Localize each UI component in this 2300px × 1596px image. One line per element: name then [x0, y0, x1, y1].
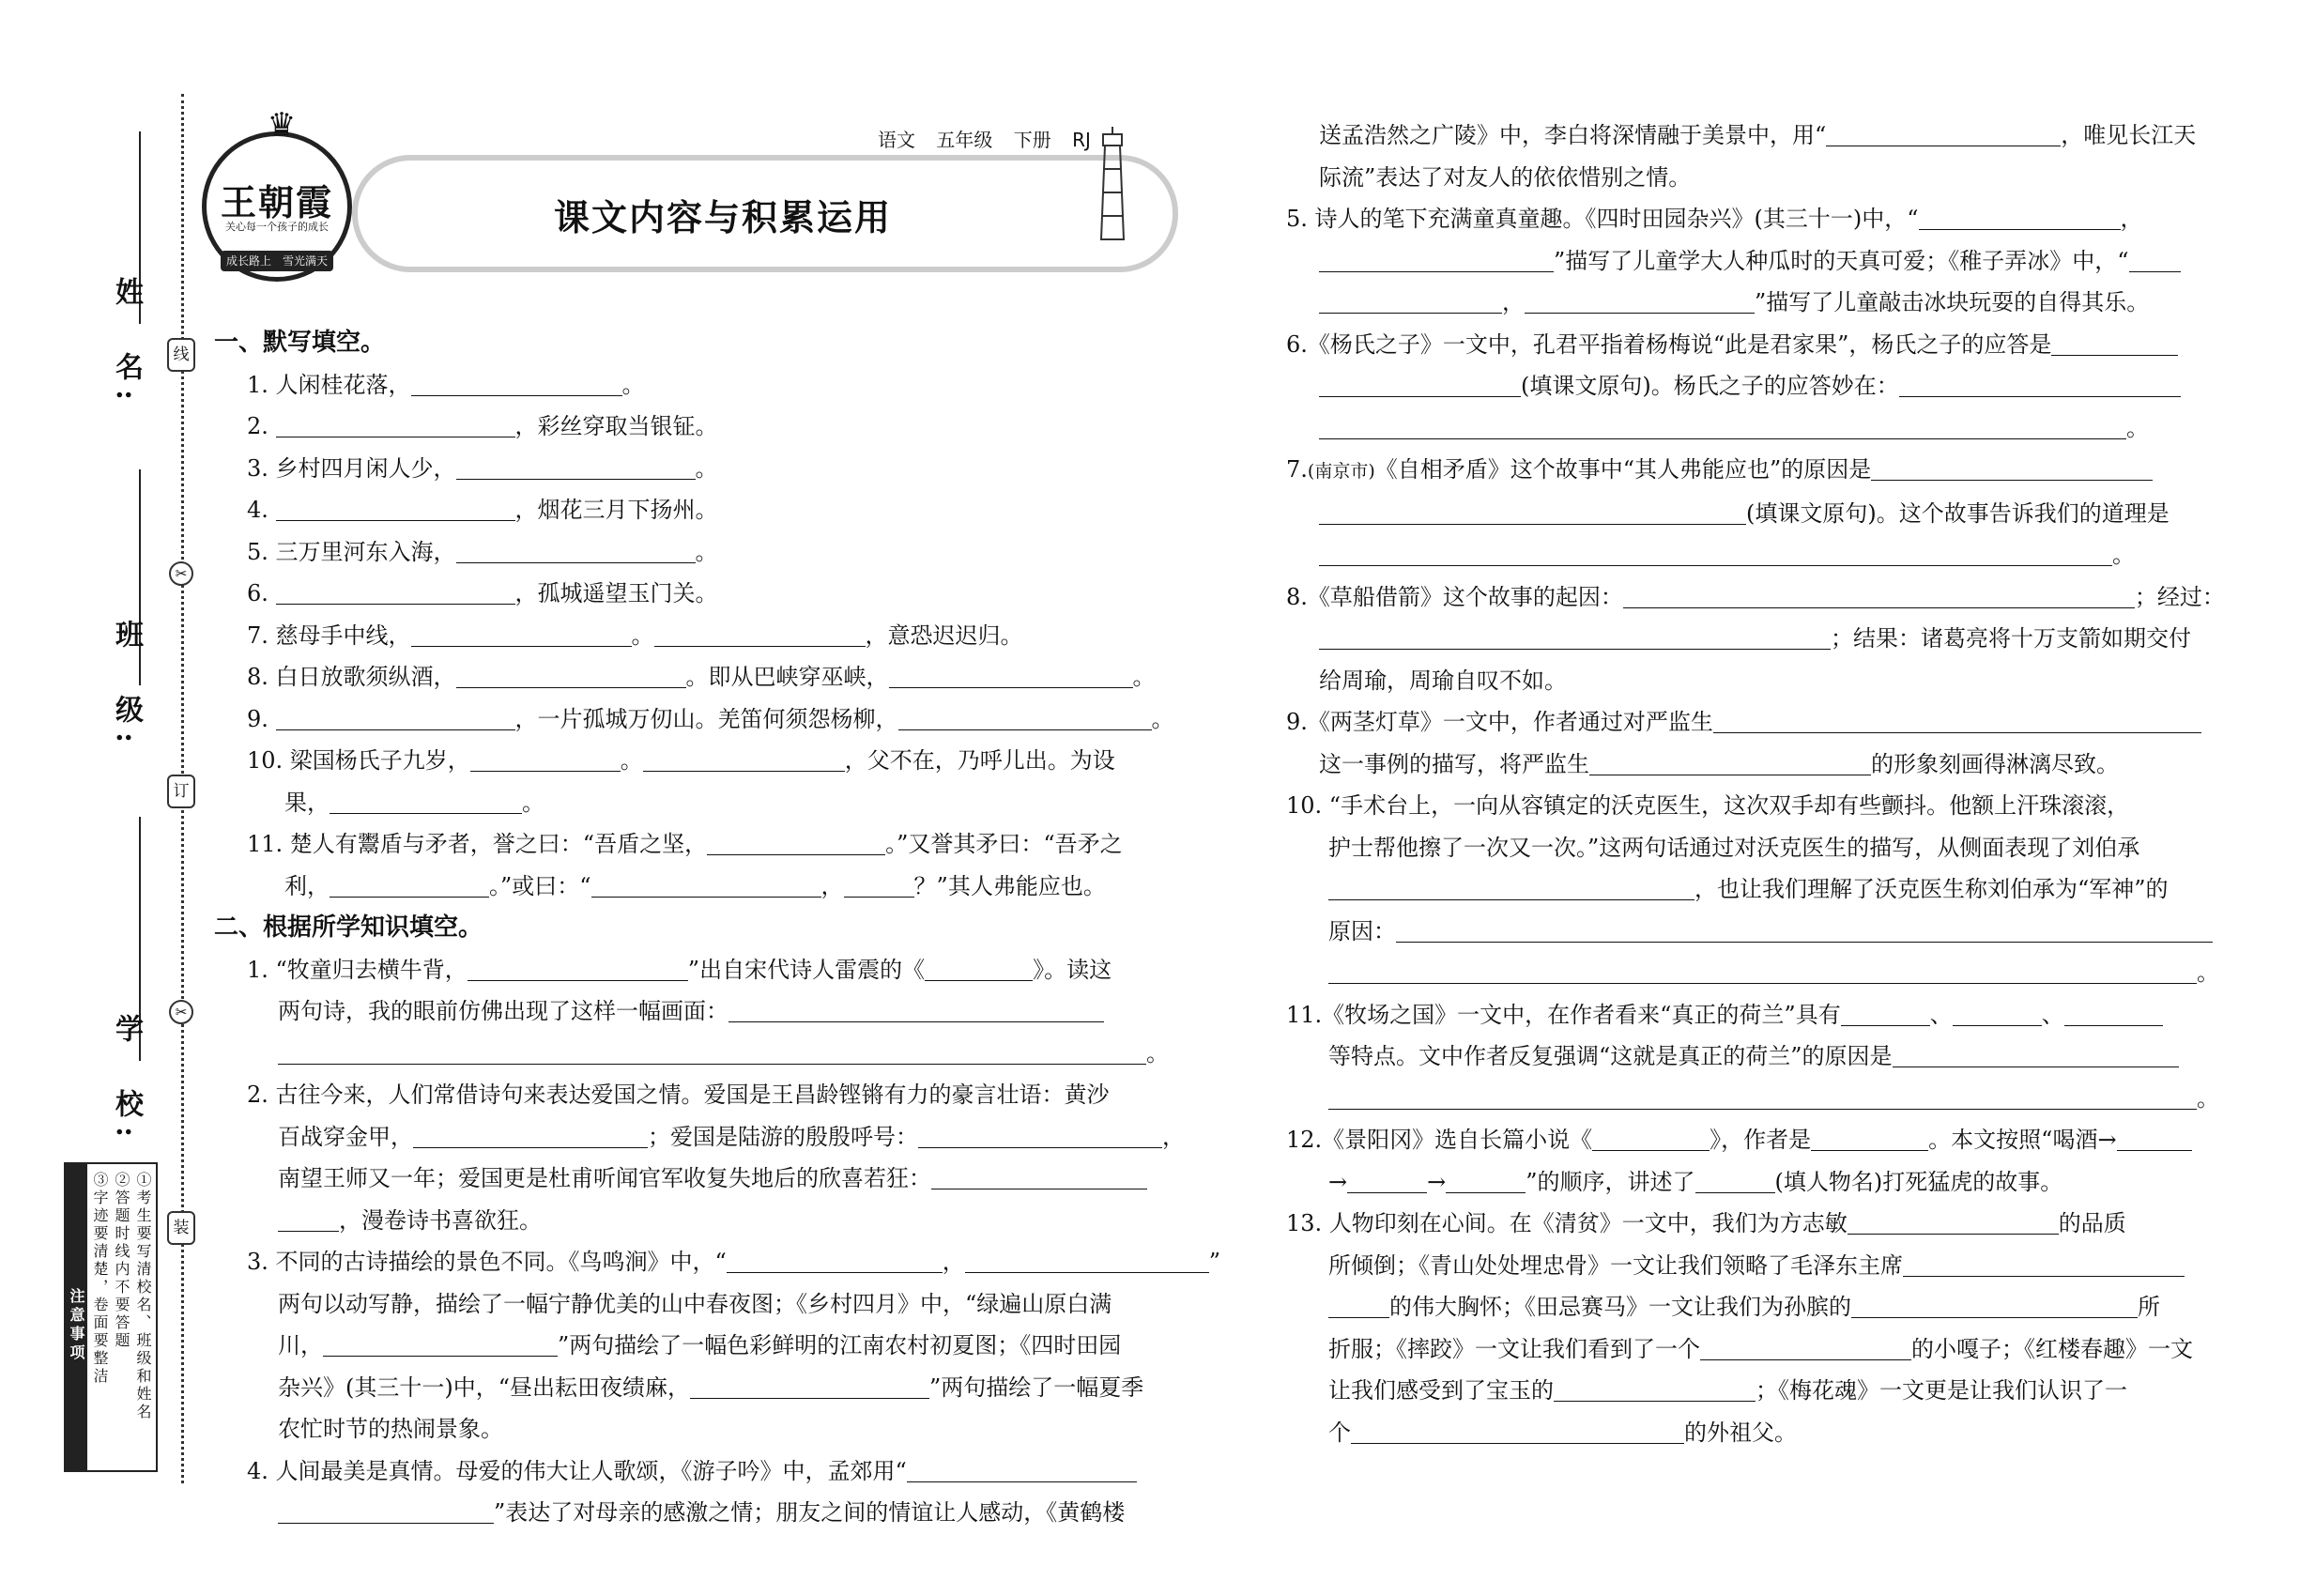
answer-blank[interactable] [1319, 411, 2126, 439]
knowledge-3-cont: 农忙时节的热闹景象。 [278, 1416, 503, 1442]
answer-blank[interactable] [470, 744, 621, 772]
answer-blank[interactable] [456, 660, 686, 688]
answer-blank[interactable] [1903, 1249, 2185, 1277]
knowledge-9: 9.《两茎灯草》一文中，作者通过对严监生 [1286, 701, 2225, 744]
knowledge-7: 7.(南京市)《自相矛盾》这个故事中“其人弗能应也”的原因是 [1286, 449, 2225, 493]
subject: 语文 [878, 129, 915, 151]
knowledge-8-cont: ；结果：诸葛亮将十万支箭如期交付 [1286, 618, 2225, 660]
answer-blank[interactable] [654, 619, 866, 647]
answer-blank[interactable] [330, 869, 489, 898]
knowledge-8-cont: 给周瑜，周瑜自叹不如。 [1319, 667, 1567, 694]
answer-blank[interactable] [1446, 1165, 1526, 1193]
answer-blank[interactable] [411, 368, 622, 396]
answer-blank[interactable] [1319, 244, 1554, 272]
right-column [1286, 115, 2225, 1453]
answer-blank[interactable] [591, 869, 821, 898]
knowledge-1-line: 。 [214, 1033, 1181, 1075]
answer-blank[interactable] [1841, 998, 1930, 1026]
left-column [214, 322, 1221, 1534]
knowledge-11-cont: 。 [1286, 1078, 2225, 1120]
answer-blank[interactable] [707, 827, 885, 855]
knowledge-5-cont: ”描写了儿童学大人种瓜时的天真可爱；《稚子弄冰》中，“ [1286, 240, 2225, 283]
knowledge-4: 4. 人间最美是真情。母爱的伟大让人歌颂，《游子吟》中，孟郊用“ [214, 1450, 1181, 1493]
answer-blank[interactable] [1319, 622, 1831, 650]
knowledge-7-cont: 。 [1286, 534, 2225, 576]
cut-mark-zhuang: 装 [167, 1211, 195, 1245]
knowledge-13-cont: 折服；《摔跤》一文让我们看到了一个 的小嘎子；《红楼春趣》一文 [1286, 1328, 2225, 1371]
answer-blank[interactable] [1319, 497, 1746, 525]
answer-blank[interactable] [276, 576, 515, 605]
question-9: 9. ，一片孤城万仞山。羌笛何须怨杨柳， 。 [214, 698, 1181, 741]
answer-blank[interactable] [690, 1371, 929, 1399]
question-11-cont: 利， 。”或曰：“ ， ？”其人弗能应也。 [214, 866, 1181, 908]
page-title: 课文内容与积累运用 [553, 197, 892, 238]
knowledge-6-cont: 。 [1286, 407, 2225, 450]
answer-blank[interactable] [276, 409, 515, 437]
answer-blank[interactable] [889, 660, 1133, 688]
notice-box [64, 1162, 158, 1472]
answer-blank[interactable] [411, 619, 632, 647]
knowledge-9-cont: 这一事例的描写，将严监生 的形象刻画得淋漓尽致。 [1286, 744, 2225, 786]
answer-blank[interactable] [918, 1120, 1162, 1148]
knowledge-11-cont: 等特点。文中作者反复强调“这就是真正的荷兰”的原因是 [1286, 1036, 2225, 1078]
knowledge-3-cont: 川， ”两句描绘了一幅色彩鲜明的江南农村初夏图；《四时田园 [214, 1325, 1181, 1367]
brand-ribbon: 成长路上 雪光满天 [221, 251, 333, 271]
answer-blank[interactable] [1347, 1165, 1427, 1193]
answer-blank[interactable] [1319, 538, 2112, 566]
volume: 下册 [1013, 129, 1051, 151]
knowledge-13-cont: 的伟大胸怀；《田忌赛马》一文让我们为孙膑的 所 [1286, 1286, 2225, 1328]
answer-blank[interactable] [1700, 1332, 1911, 1360]
answer-blank[interactable] [1328, 1290, 1389, 1318]
answer-blank[interactable] [1328, 956, 2197, 984]
question-3: 3. 乡村四月闲人少， 。 [214, 448, 1181, 490]
answer-blank[interactable] [1851, 1290, 2138, 1318]
knowledge-13: 13. 人物印刻在心间。在《清贫》一文中，我们为方志敏 的品质 [1286, 1203, 2225, 1245]
answer-blank[interactable] [330, 786, 522, 814]
knowledge-1-cont: 两句诗，我的眼前仿佛出现了这样一幅画面： [214, 990, 1181, 1033]
answer-blank[interactable] [728, 994, 1104, 1022]
answer-blank[interactable] [278, 1496, 494, 1524]
brand-tag: 关心每一个孩子的成长 [225, 221, 329, 233]
knowledge-11: 11.《牧场之国》一文中，在作者看来“真正的荷兰”具有 、 、 [1286, 994, 2225, 1036]
knowledge-13-cont: 个 的外祖父。 [1286, 1412, 2225, 1454]
knowledge-6: 6.《杨氏之子》一文中，孔君平指着杨梅说“此是君家果”，杨氏之子的应答是 [1286, 324, 2225, 366]
answer-blank[interactable] [1893, 1039, 2179, 1067]
knowledge-10-cont: 原因： [1286, 911, 2225, 953]
answer-blank[interactable] [965, 1245, 1209, 1273]
notice-item: ②答题时线内不要答题 [113, 1172, 130, 1350]
page-header [202, 106, 1178, 286]
notice-item: ①考生要写清校名、班级和姓名 [134, 1172, 152, 1421]
answer-blank[interactable] [925, 953, 1033, 981]
question-1: 1. 人闲桂花落， 。 [214, 364, 1181, 407]
scissor-icon: ✂ [169, 561, 193, 586]
answer-blank[interactable] [1695, 1165, 1775, 1193]
answer-blank[interactable] [456, 535, 696, 563]
answer-blank[interactable] [468, 953, 688, 981]
knowledge-13-cont: 所倾倒；《青山处处埋忠骨》一文让我们领略了毛泽东主席 [1286, 1245, 2225, 1287]
knowledge-12-cont: → → ”的顺序，讲述了 (填人物名)打死猛虎的故事。 [1286, 1161, 2225, 1204]
school-label: 学 校: [110, 1014, 143, 1147]
section-title: 二、根据所学知识填空。 [214, 913, 483, 942]
question-8: 8. 白日放歌须纵酒， 。即从巴峡穿巫峡， 。 [214, 656, 1181, 698]
knowledge-10-cont: 护士帮他擦了一次又一次。”这两句话通过对沃克医生的描写，从侧面表现了刘伯承 [1328, 834, 2140, 861]
knowledge-4-cont: ”表达了对母亲的感激之情；朋友之间的情谊让人感动，《黄鹤楼 [214, 1492, 1181, 1534]
answer-blank[interactable] [1554, 1373, 1756, 1402]
knowledge-7-cont: (填课文原句)。这个故事告诉我们的道理是 [1286, 493, 2225, 535]
knowledge-8: 8.《草船借箭》这个故事的起因： ；经过： [1286, 576, 2225, 619]
answer-blank[interactable] [1713, 705, 2201, 733]
answer-blank[interactable] [1328, 872, 1694, 900]
grade: 五年级 [936, 129, 993, 151]
section-title: 一、默写填空。 [214, 329, 386, 357]
answer-blank[interactable] [1826, 118, 2061, 146]
answer-blank[interactable] [278, 1204, 339, 1232]
answer-blank[interactable] [931, 1161, 1147, 1189]
answer-blank[interactable] [907, 1454, 1137, 1482]
answer-blank[interactable] [456, 452, 696, 480]
knowledge-12: 12.《景阳冈》选自长篇小说《 》，作者是 。本文按照“喝酒→ [1286, 1119, 2225, 1161]
answer-blank[interactable] [1351, 1416, 1684, 1444]
answer-blank[interactable] [413, 1120, 648, 1148]
answer-blank[interactable] [844, 869, 914, 898]
knowledge-2-cont: 百战穿金甲， ；爱国是陆游的殷殷呼号： ， [214, 1116, 1181, 1159]
question-11: 11. 楚人有鬻盾与矛者，誉之曰：“吾盾之坚， 。”又誉其矛曰：“吾矛之 [214, 823, 1181, 866]
brand-logo [202, 106, 352, 282]
knowledge-10-cont: 。 [1286, 952, 2225, 994]
class-label: 班 级: [110, 620, 143, 753]
knowledge-10-cont: ，也让我们理解了沃克医生称刘伯承为“军神”的 [1286, 868, 2225, 911]
notice-title: 注意事项 [66, 1164, 87, 1470]
answer-blank[interactable] [1328, 1082, 2197, 1110]
knowledge-3-cont: 两句以动写静，描绘了一幅宁静优美的山中春夜图；《乡村四月》中，“绿遍山原白满 [278, 1290, 1112, 1317]
knowledge-3-cont: 杂兴》(其三十一)中，“昼出耘田夜绩麻， ”两句描绘了一幅夏季 [214, 1367, 1181, 1409]
answer-blank[interactable] [1319, 285, 1502, 314]
answer-blank[interactable] [898, 702, 1152, 730]
answer-blank[interactable] [643, 744, 845, 772]
question-5: 5. 三万里河东入海， 。 [214, 531, 1181, 574]
answer-blank[interactable] [1319, 369, 1521, 397]
knowledge-2: 2. 古往今来，人们常借诗句来表达爱国之情。爱国是王昌龄铿锵有力的豪言壮语：黄沙 [247, 1082, 1110, 1108]
answer-blank[interactable] [276, 493, 515, 521]
answer-blank[interactable] [1811, 1123, 1928, 1151]
question-4: 4. ，烟花三月下扬州。 [214, 489, 1181, 531]
answer-blank[interactable] [323, 1328, 558, 1357]
answer-blank[interactable] [1589, 747, 1871, 775]
answer-blank[interactable] [1848, 1206, 2059, 1235]
book-meta [878, 125, 1106, 152]
notice-item: ③字迹要清楚，卷面要整洁 [91, 1172, 109, 1386]
answer-blank[interactable] [2129, 244, 2181, 272]
cut-mark-ding: 订 [167, 775, 195, 808]
lighthouse-icon [1084, 127, 1141, 249]
binding-margin [0, 0, 188, 1596]
answer-blank[interactable] [1953, 998, 2042, 1026]
knowledge-3: 3. 不同的古诗描绘的景色不同。《鸟鸣涧》中，“ ， ” [214, 1241, 1181, 1283]
question-7: 7. 慈母手中线， 。 ，意恐迟迟归。 [214, 615, 1181, 657]
knowledge-2-cont: 南望王师又一年；爱国更是杜甫听闻官军收复失地后的欣喜若狂： [214, 1158, 1181, 1200]
answer-blank[interactable] [1899, 369, 2181, 397]
question-2: 2. ，彩丝穿取当银钲。 [214, 406, 1181, 448]
answer-blank[interactable] [1919, 202, 2121, 230]
answer-blank[interactable] [727, 1245, 943, 1273]
knowledge-10: 10. “手术台上，一向从容镇定的沃克医生，这次双手却有些颤抖。他额上汗珠滚滚， [1286, 792, 2130, 819]
answer-blank[interactable] [1396, 914, 2213, 943]
knowledge-5: 5. 诗人的笔下充满童真童趣。《四时田园杂兴》(其三十一)中，“ ， [1286, 198, 2225, 240]
name-label: 姓 名: [110, 277, 143, 410]
answer-blank[interactable] [2064, 998, 2163, 1026]
brand-name: 王朝霞 [220, 181, 333, 223]
edition: RJ [1072, 129, 1091, 151]
knowledge-5-cont: ， ”描写了儿童敲击冰块玩耍的自得其乐。 [1286, 282, 2225, 324]
knowledge-2-cont: ，漫卷诗书喜欲狂。 [214, 1200, 1181, 1242]
scissor-icon: ✂ [169, 1000, 193, 1024]
knowledge-1: 1. “牧童归去横牛背， ”出自宋代诗人雷震的《 》。读这 [214, 949, 1181, 991]
answer-blank[interactable] [1525, 285, 1755, 314]
knowledge-13-cont: 让我们感受到了宝玉的 ；《梅花魂》一文更是让我们认识了一 [1286, 1370, 2225, 1412]
knowledge-4-cont: 际流”表达了对友人的依依惜别之情。 [1319, 163, 1692, 191]
knowledge-4-cont: 送孟浩然之广陵》中，李白将深情融于美景中，用“ ，唯见长江天 [1286, 115, 2225, 157]
answer-blank[interactable] [278, 1036, 1146, 1065]
answer-blank[interactable] [1623, 580, 2135, 608]
answer-blank[interactable] [1592, 1123, 1710, 1151]
question-10-cont: 果， 。 [214, 782, 1181, 824]
question-10: 10. 梁国杨氏子九岁， 。 ，父不在，乃呼儿出。为设 [214, 740, 1181, 782]
question-6: 6. ，孤城遥望玉门关。 [214, 573, 1181, 615]
answer-blank[interactable] [2051, 328, 2178, 356]
knowledge-6-cont: (填课文原句)。杨氏之子的应答妙在： [1286, 365, 2225, 407]
crown-icon: ♛ [267, 106, 297, 144]
answer-blank[interactable] [1871, 453, 2153, 481]
answer-blank[interactable] [276, 702, 515, 730]
title-banner [352, 155, 1178, 272]
cut-mark-xian: 线 [167, 338, 195, 372]
answer-blank[interactable] [2117, 1123, 2192, 1151]
